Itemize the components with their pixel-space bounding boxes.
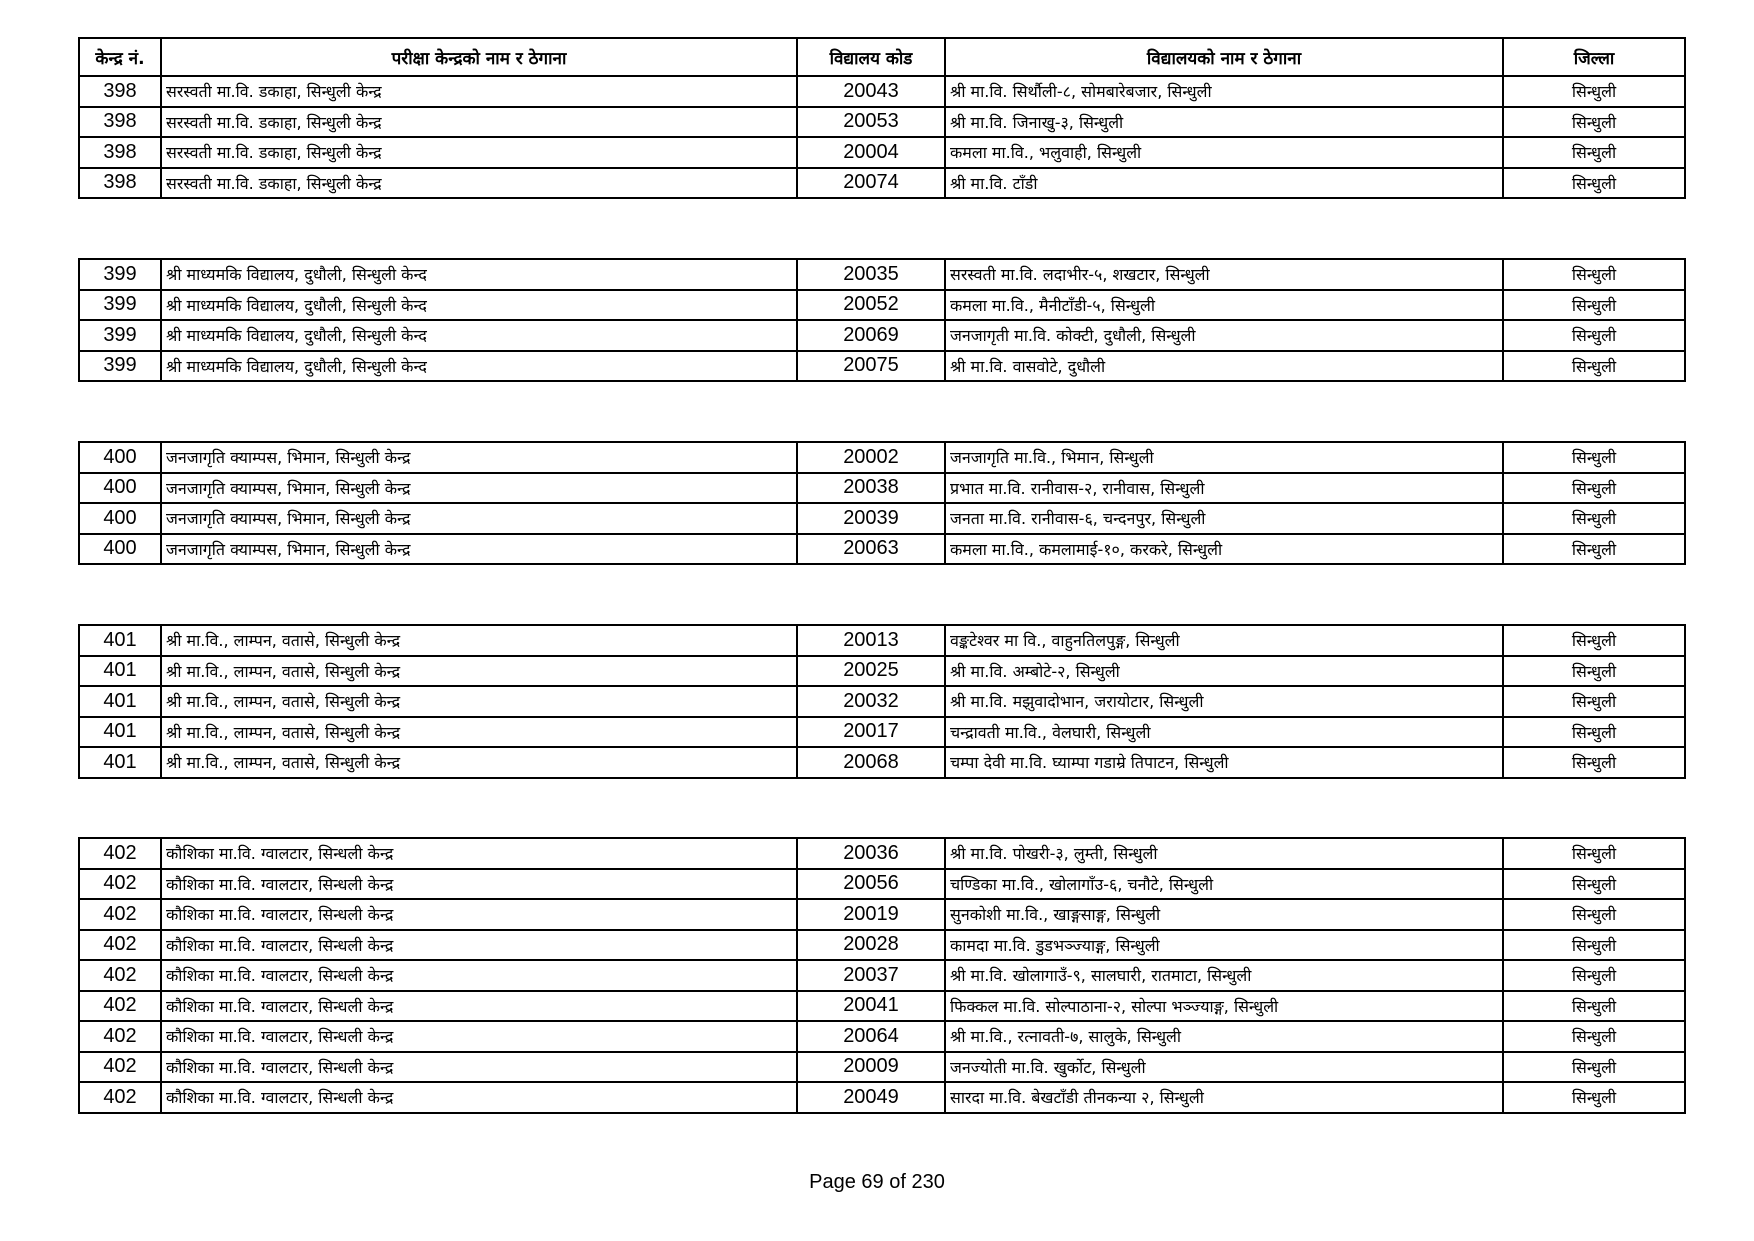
school-code-cell: 20063 bbox=[797, 534, 945, 565]
center-no-cell: 399 bbox=[79, 320, 161, 351]
school-name-cell: सुनकोशी मा.वि., खाङ्गसाङ्ग, सिन्धुली bbox=[945, 899, 1503, 930]
school-code-cell: 20075 bbox=[797, 351, 945, 382]
district-cell: सिन्धुली bbox=[1503, 747, 1685, 778]
table-row bbox=[79, 259, 1685, 290]
school-name-cell: श्री मा.वि. खोलागाउँ-९, सालघारी, रातमाटा, सिन्धुली bbox=[945, 960, 1503, 991]
exam-center-cell: श्री मा.वि., लाम्पन, वतासे, सिन्धुली केन्द्र bbox=[161, 625, 797, 656]
center-no-cell: 399 bbox=[79, 259, 161, 290]
table-row bbox=[79, 168, 1685, 199]
district-cell: सिन्धुली bbox=[1503, 1052, 1685, 1083]
center-no-cell: 398 bbox=[79, 168, 161, 199]
school-code-cell: 20039 bbox=[797, 503, 945, 534]
school-name-cell: कामदा मा.वि. डुडभञ्ज्याङ्ग, सिन्धुली bbox=[945, 930, 1503, 961]
exam-center-cell: कौशिका मा.वि. ग्वालटार, सिन्धली केन्द्र bbox=[161, 1082, 797, 1113]
center-no-cell: 402 bbox=[79, 838, 161, 869]
district-cell: सिन्धुली bbox=[1503, 1082, 1685, 1113]
district-cell: सिन्धुली bbox=[1503, 838, 1685, 869]
school-name-cell: श्री मा.वि. सिर्थौली-८, सोमबारेबजार, सिन्धुली bbox=[945, 76, 1503, 107]
exam-center-cell: श्री माध्यमकि विद्यालय, दुधौली, सिन्धुली केन्द bbox=[161, 320, 797, 351]
table-row bbox=[79, 838, 1685, 869]
school-name-cell: जनता मा.वि. रानीवास-६, चन्दनपुर, सिन्धुली bbox=[945, 503, 1503, 534]
exam-center-cell: श्री मा.वि., लाम्पन, वतासे, सिन्धुली केन्द्र bbox=[161, 686, 797, 717]
header-school-code: विद्यालय कोड bbox=[797, 38, 945, 76]
exam-center-cell: सरस्वती मा.वि. डकाहा, सिन्धुली केन्द्र bbox=[161, 168, 797, 199]
center-no-cell: 400 bbox=[79, 442, 161, 473]
exam-center-cell: कौशिका मा.वि. ग्वालटार, सिन्धली केन्द्र bbox=[161, 869, 797, 900]
district-cell: सिन्धुली bbox=[1503, 107, 1685, 138]
table-row bbox=[79, 351, 1685, 382]
table-row bbox=[79, 991, 1685, 1022]
exam-center-cell: कौशिका मा.वि. ग्वालटार, सिन्धली केन्द्र bbox=[161, 991, 797, 1022]
center-no-cell: 402 bbox=[79, 960, 161, 991]
school-name-cell: श्री मा.वि. टाँडी bbox=[945, 168, 1503, 199]
district-cell: सिन्धुली bbox=[1503, 442, 1685, 473]
school-name-cell: चम्पा देवी मा.वि. घ्याम्पा गडाम्रे तिपाटन, सिन्धुली bbox=[945, 747, 1503, 778]
school-code-cell: 20035 bbox=[797, 259, 945, 290]
district-cell: सिन्धुली bbox=[1503, 76, 1685, 107]
table-row bbox=[79, 960, 1685, 991]
school-name-cell: श्री मा.वि. मझुवादोभान, जरायोटार, सिन्धुली bbox=[945, 686, 1503, 717]
center-no-cell: 401 bbox=[79, 747, 161, 778]
header-district: जिल्ला bbox=[1503, 38, 1685, 76]
school-code-cell: 20053 bbox=[797, 107, 945, 138]
school-code-cell: 20064 bbox=[797, 1021, 945, 1052]
school-name-cell: श्री मा.वि., रत्नावती-७, सालुके, सिन्धुली bbox=[945, 1021, 1503, 1052]
school-name-cell: सरस्वती मा.वि. लदाभीर-५, शखटार, सिन्धुली bbox=[945, 259, 1503, 290]
header-center-no: केन्द्र नं. bbox=[79, 38, 161, 76]
table-row bbox=[79, 747, 1685, 778]
school-name-cell: जनजागृति मा.वि., भिमान, सिन्धुली bbox=[945, 442, 1503, 473]
district-cell: सिन्धुली bbox=[1503, 869, 1685, 900]
school-name-cell: प्रभात मा.वि. रानीवास-२, रानीवास, सिन्धुली bbox=[945, 473, 1503, 504]
school-name-cell: कमला मा.वि., भलुवाही, सिन्धुली bbox=[945, 137, 1503, 168]
district-cell: सिन्धुली bbox=[1503, 290, 1685, 321]
school-code-cell: 20028 bbox=[797, 930, 945, 961]
center-no-cell: 401 bbox=[79, 717, 161, 748]
exam-center-cell: जनजागृति क्याम्पस, भिमान, सिन्धुली केन्द्र bbox=[161, 503, 797, 534]
table-row bbox=[79, 930, 1685, 961]
exam-center-cell: सरस्वती मा.वि. डकाहा, सिन्धुली केन्द्र bbox=[161, 107, 797, 138]
school-name-cell: फिक्कल मा.वि. सोल्पाठाना-२, सोल्पा भञ्ज्याङ्ग, सिन्धुली bbox=[945, 991, 1503, 1022]
center-no-cell: 402 bbox=[79, 1052, 161, 1083]
center-no-cell: 400 bbox=[79, 473, 161, 504]
center-no-cell: 402 bbox=[79, 1082, 161, 1113]
center-no-cell: 398 bbox=[79, 137, 161, 168]
table-row bbox=[79, 76, 1685, 107]
district-cell: सिन्धुली bbox=[1503, 503, 1685, 534]
table-row bbox=[79, 899, 1685, 930]
exam-center-cell: जनजागृति क्याम्पस, भिमान, सिन्धुली केन्द्र bbox=[161, 534, 797, 565]
center-table-402 bbox=[78, 837, 1686, 1114]
exam-center-cell: कौशिका मा.वि. ग्वालटार, सिन्धली केन्द्र bbox=[161, 960, 797, 991]
district-cell: सिन्धुली bbox=[1503, 930, 1685, 961]
exam-center-cell: कौशिका मा.वि. ग्वालटार, सिन्धली केन्द्र bbox=[161, 930, 797, 961]
center-no-cell: 401 bbox=[79, 656, 161, 687]
school-name-cell: वङ्कटेश्वर मा वि., वाहुनतिलपुङ्ग, सिन्धुली bbox=[945, 625, 1503, 656]
table-row bbox=[79, 686, 1685, 717]
district-cell: सिन्धुली bbox=[1503, 259, 1685, 290]
table-row bbox=[79, 107, 1685, 138]
table-row bbox=[79, 290, 1685, 321]
school-code-cell: 20032 bbox=[797, 686, 945, 717]
school-code-cell: 20004 bbox=[797, 137, 945, 168]
header-exam-center: परीक्षा केन्द्रको नाम र ठेगाना bbox=[161, 38, 797, 76]
center-no-cell: 402 bbox=[79, 899, 161, 930]
exam-center-cell: कौशिका मा.वि. ग्वालटार, सिन्धली केन्द्र bbox=[161, 1021, 797, 1052]
school-code-cell: 20002 bbox=[797, 442, 945, 473]
center-table-400 bbox=[78, 441, 1686, 565]
center-no-cell: 399 bbox=[79, 290, 161, 321]
school-code-cell: 20017 bbox=[797, 717, 945, 748]
district-cell: सिन्धुली bbox=[1503, 717, 1685, 748]
table-row bbox=[79, 869, 1685, 900]
district-cell: सिन्धुली bbox=[1503, 1021, 1685, 1052]
school-name-cell: जनजागृती मा.वि. कोक्टी, दुधौली, सिन्धुली bbox=[945, 320, 1503, 351]
school-code-cell: 20074 bbox=[797, 168, 945, 199]
exam-center-cell: सरस्वती मा.वि. डकाहा, सिन्धुली केन्द्र bbox=[161, 137, 797, 168]
exam-center-cell: श्री मा.वि., लाम्पन, वतासे, सिन्धुली केन्द्र bbox=[161, 656, 797, 687]
district-cell: सिन्धुली bbox=[1503, 656, 1685, 687]
center-no-cell: 399 bbox=[79, 351, 161, 382]
school-code-cell: 20056 bbox=[797, 869, 945, 900]
exam-center-cell: कौशिका मा.वि. ग्वालटार, सिन्धली केन्द्र bbox=[161, 1052, 797, 1083]
exam-center-cell: कौशिका मा.वि. ग्वालटार, सिन्धली केन्द्र bbox=[161, 899, 797, 930]
page-number: Page 69 of 230 bbox=[809, 1171, 945, 1193]
center-no-cell: 401 bbox=[79, 625, 161, 656]
school-code-cell: 20068 bbox=[797, 747, 945, 778]
district-cell: सिन्धुली bbox=[1503, 320, 1685, 351]
school-name-cell: श्री मा.वि. वासवोटे, दुधौली bbox=[945, 351, 1503, 382]
center-no-cell: 401 bbox=[79, 686, 161, 717]
school-name-cell: श्री मा.वि. जिनाखु-३, सिन्धुली bbox=[945, 107, 1503, 138]
center-table-399 bbox=[78, 258, 1686, 382]
school-code-cell: 20049 bbox=[797, 1082, 945, 1113]
district-cell: सिन्धुली bbox=[1503, 625, 1685, 656]
center-no-cell: 402 bbox=[79, 930, 161, 961]
exam-center-cell: जनजागृति क्याम्पस, भिमान, सिन्धुली केन्द्र bbox=[161, 473, 797, 504]
header-school-name: विद्यालयको नाम र ठेगाना bbox=[945, 38, 1503, 76]
school-name-cell: चण्डिका मा.वि., खोलागाँउ-६, चनौटे, सिन्धुली bbox=[945, 869, 1503, 900]
table-row bbox=[79, 442, 1685, 473]
center-no-cell: 400 bbox=[79, 503, 161, 534]
district-cell: सिन्धुली bbox=[1503, 473, 1685, 504]
table-row bbox=[79, 320, 1685, 351]
table-header-row bbox=[79, 38, 1685, 76]
school-name-cell: जनज्योती मा.वि. खुर्कोट, सिन्धुली bbox=[945, 1052, 1503, 1083]
district-cell: सिन्धुली bbox=[1503, 991, 1685, 1022]
table-row bbox=[79, 1021, 1685, 1052]
school-code-cell: 20037 bbox=[797, 960, 945, 991]
district-cell: सिन्धुली bbox=[1503, 168, 1685, 199]
school-code-cell: 20019 bbox=[797, 899, 945, 930]
school-code-cell: 20013 bbox=[797, 625, 945, 656]
exam-center-cell: सरस्वती मा.वि. डकाहा, सिन्धुली केन्द्र bbox=[161, 76, 797, 107]
exam-center-cell: जनजागृति क्याम्पस, भिमान, सिन्धुली केन्द्र bbox=[161, 442, 797, 473]
table-row bbox=[79, 503, 1685, 534]
table-row bbox=[79, 717, 1685, 748]
table-row bbox=[79, 137, 1685, 168]
center-no-cell: 398 bbox=[79, 107, 161, 138]
school-name-cell: श्री मा.वि. अम्बोटे-२, सिन्धुली bbox=[945, 656, 1503, 687]
exam-center-cell: श्री माध्यमकि विद्यालय, दुधौली, सिन्धुली केन्द bbox=[161, 351, 797, 382]
district-cell: सिन्धुली bbox=[1503, 137, 1685, 168]
district-cell: सिन्धुली bbox=[1503, 534, 1685, 565]
center-no-cell: 398 bbox=[79, 76, 161, 107]
exam-center-cell: कौशिका मा.वि. ग्वालटार, सिन्धली केन्द्र bbox=[161, 838, 797, 869]
table-row bbox=[79, 1082, 1685, 1113]
exam-center-cell: श्री मा.वि., लाम्पन, वतासे, सिन्धुली केन्द्र bbox=[161, 717, 797, 748]
school-name-cell: कमला मा.वि., मैनीटाँडी-५, सिन्धुली bbox=[945, 290, 1503, 321]
school-code-cell: 20009 bbox=[797, 1052, 945, 1083]
center-table-401 bbox=[78, 624, 1686, 779]
school-code-cell: 20041 bbox=[797, 991, 945, 1022]
district-cell: सिन्धुली bbox=[1503, 351, 1685, 382]
school-name-cell: सारदा मा.वि. बेखटाँडी तीनकन्या २, सिन्धुली bbox=[945, 1082, 1503, 1113]
school-code-cell: 20036 bbox=[797, 838, 945, 869]
table-row bbox=[79, 1052, 1685, 1083]
school-code-cell: 20043 bbox=[797, 76, 945, 107]
table-row bbox=[79, 625, 1685, 656]
school-code-cell: 20038 bbox=[797, 473, 945, 504]
center-no-cell: 402 bbox=[79, 991, 161, 1022]
district-cell: सिन्धुली bbox=[1503, 686, 1685, 717]
table-row bbox=[79, 534, 1685, 565]
school-code-cell: 20025 bbox=[797, 656, 945, 687]
school-name-cell: कमला मा.वि., कमलामाई-१०, करकरे, सिन्धुली bbox=[945, 534, 1503, 565]
exam-center-cell: श्री माध्यमकि विद्यालय, दुधौली, सिन्धुली केन्द bbox=[161, 290, 797, 321]
school-code-cell: 20069 bbox=[797, 320, 945, 351]
exam-center-cell: श्री माध्यमकि विद्यालय, दुधौली, सिन्धुली केन्द bbox=[161, 259, 797, 290]
center-no-cell: 402 bbox=[79, 869, 161, 900]
table-row bbox=[79, 656, 1685, 687]
school-code-cell: 20052 bbox=[797, 290, 945, 321]
exam-center-cell: श्री मा.वि., लाम्पन, वतासे, सिन्धुली केन्द्र bbox=[161, 747, 797, 778]
district-cell: सिन्धुली bbox=[1503, 960, 1685, 991]
school-name-cell: श्री मा.वि. पोखरी-३, लुम्ती, सिन्धुली bbox=[945, 838, 1503, 869]
center-no-cell: 402 bbox=[79, 1021, 161, 1052]
table-row bbox=[79, 473, 1685, 504]
center-no-cell: 400 bbox=[79, 534, 161, 565]
center-table-398 bbox=[78, 37, 1686, 199]
school-name-cell: चन्द्रावती मा.वि., वेलघारी, सिन्धुली bbox=[945, 717, 1503, 748]
district-cell: सिन्धुली bbox=[1503, 899, 1685, 930]
